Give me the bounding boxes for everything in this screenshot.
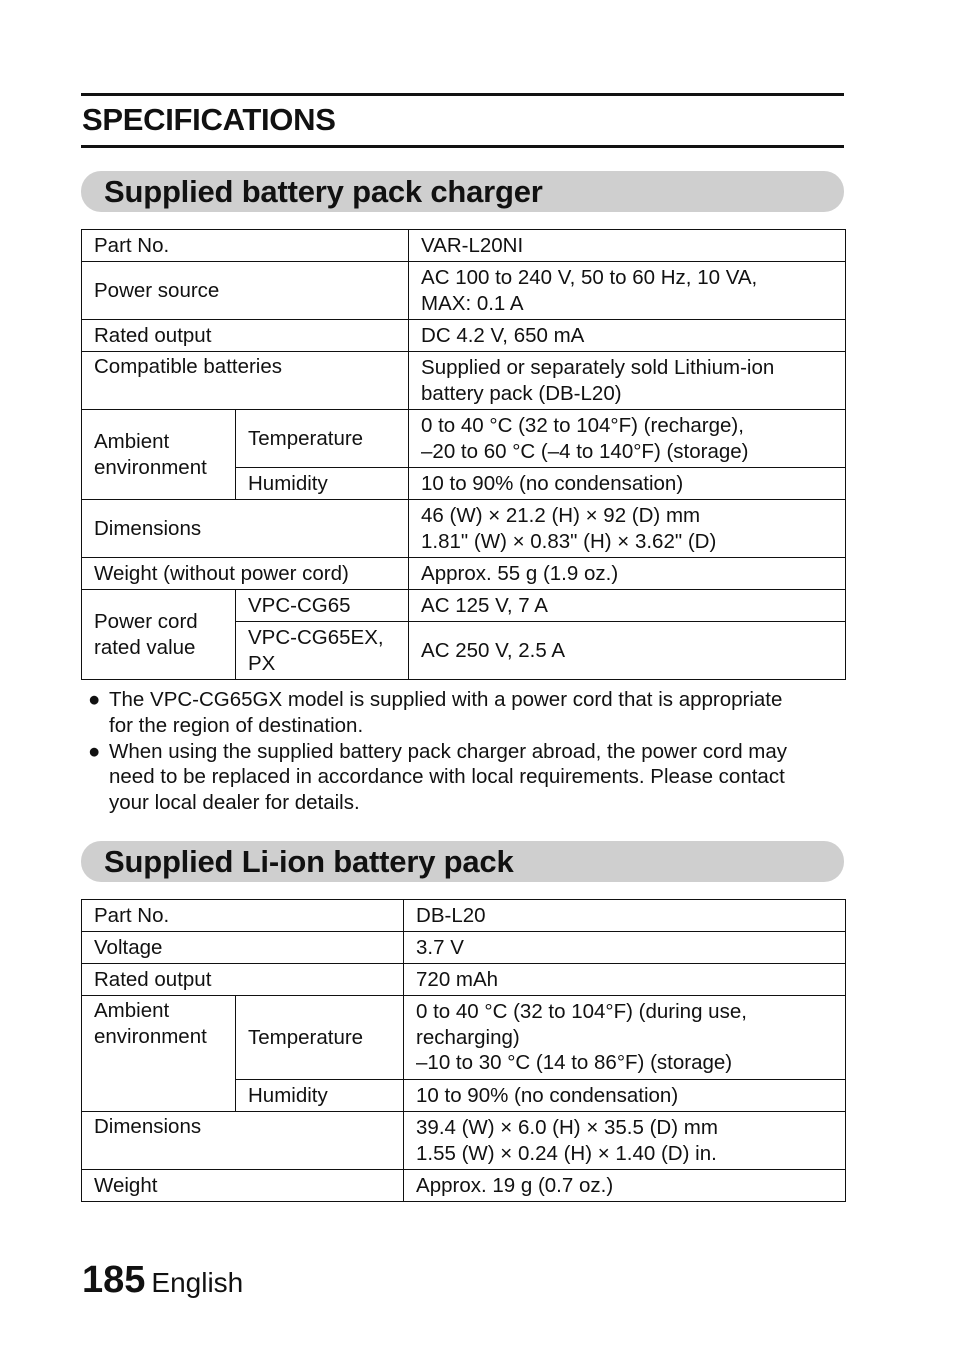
table-row [82, 352, 846, 410]
table-row [82, 1112, 846, 1170]
page-footer [82, 1255, 243, 1313]
spec-label: Dimensions [82, 500, 409, 558]
battery-section-title: Supplied Li-ion battery pack [104, 844, 514, 879]
table-row [82, 590, 846, 622]
bullet-icon: ● [88, 688, 101, 711]
table-row [82, 932, 846, 964]
spec-sublabel: Temperature [236, 996, 404, 1080]
spec-value: DB-L20 [404, 900, 846, 932]
spec-value: 3.7 V [404, 932, 846, 964]
heading-rule-top [81, 93, 844, 96]
bullet-icon: ● [88, 739, 101, 763]
table-row [82, 262, 846, 320]
spec-label: Weight [82, 1170, 404, 1202]
spec-value: AC 100 to 240 V, 50 to 60 Hz, 10 VA, MAX: 0.1 A [409, 262, 846, 320]
spec-label: Rated output [82, 320, 409, 352]
spec-label: Compatible batteries [82, 352, 409, 410]
heading-rule-bottom [81, 145, 844, 148]
spec-label: Power cord rated value [82, 590, 236, 680]
spec-label: Ambient environment [82, 996, 236, 1112]
battery-spec-table [81, 899, 846, 1202]
charger-section-header [81, 171, 844, 212]
spec-value: Approx. 19 g (0.7 oz.) [404, 1170, 846, 1202]
spec-value: AC 250 V, 2.5 A [409, 622, 846, 680]
list-item: ● When using the supplied battery pack charger abroad, the power cord may need to be replaced in accordance with local requirements. Please contact your local dealer for details. [88, 739, 788, 815]
table-row [82, 996, 846, 1080]
spec-value: 0 to 40 °C (32 to 104°F) (recharge), –20 to 60 °C (–4 to 140°F) (storage) [409, 410, 846, 468]
spec-value: 10 to 90% (no condensation) [404, 1080, 846, 1112]
spec-value: 0 to 40 °C (32 to 104°F) (during use, recharging) –10 to 30 °C (14 to 86°F) (storage) [404, 996, 846, 1080]
spec-sublabel: VPC-CG65 [236, 590, 409, 622]
battery-section-header [81, 841, 844, 882]
table-row [82, 900, 846, 932]
spec-label: Dimensions [82, 1112, 404, 1170]
charger-spec-table [81, 229, 846, 680]
page-title: SPECIFICATIONS [82, 102, 336, 137]
spec-sublabel: Humidity [236, 1080, 404, 1112]
table-row [82, 1170, 846, 1202]
spec-sublabel: VPC-CG65EX, PX [236, 622, 409, 680]
spec-value: VAR-L20NI [409, 230, 846, 262]
spec-value: Approx. 55 g (1.9 oz.) [409, 558, 846, 590]
spec-sublabel: Humidity [236, 468, 409, 500]
spec-label: Voltage [82, 932, 404, 964]
table-row [82, 230, 846, 262]
spec-label: Part No. [82, 230, 409, 262]
table-row [82, 500, 846, 558]
table-row [82, 410, 846, 468]
charger-section-title: Supplied battery pack charger [104, 174, 543, 209]
spec-value: DC 4.2 V, 650 mA [409, 320, 846, 352]
spec-value: 46 (W) × 21.2 (H) × 92 (D) mm 1.81" (W) × 0.83" (H) × 3.62" (D) [409, 500, 846, 558]
spec-value: AC 125 V, 7 A [409, 590, 846, 622]
spec-value: 720 mAh [404, 964, 846, 996]
spec-label: Rated output [82, 964, 404, 996]
spec-value: 10 to 90% (no condensation) [409, 468, 846, 500]
spec-label: Ambient environment [82, 410, 236, 500]
list-item: ● The VPC-CG65GX model is supplied with a power cord that is appropriate for the region of destination. [88, 688, 783, 737]
spec-sublabel: Temperature [236, 410, 409, 468]
spec-value: 39.4 (W) × 6.0 (H) × 35.5 (D) mm 1.55 (W) × 0.24 (H) × 1.40 (D) in. [404, 1112, 846, 1170]
spec-value: Supplied or separately sold Lithium-ion battery pack (DB-L20) [409, 352, 846, 410]
table-row [82, 964, 846, 996]
spec-label: Weight (without power cord) [82, 558, 409, 590]
spec-label: Part No. [82, 900, 404, 932]
table-row [82, 558, 846, 590]
table-row [82, 320, 846, 352]
spec-label: Power source [82, 262, 409, 320]
page-language: English [151, 1267, 244, 1298]
notes-list [88, 687, 848, 816]
page-number: 185 [82, 1259, 146, 1301]
